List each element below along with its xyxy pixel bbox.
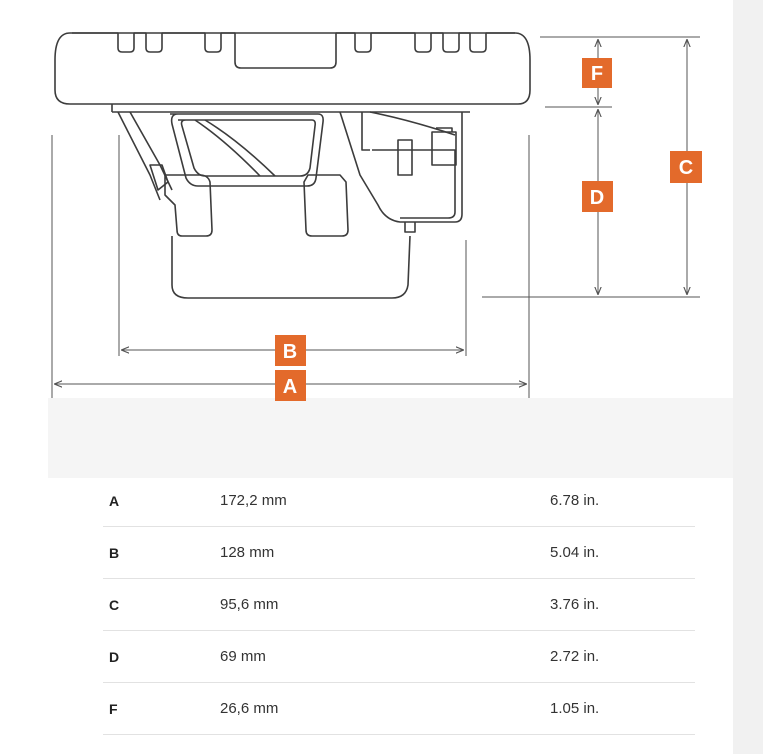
svg-text:C: C [678,157,694,179]
dimension-label: D [103,631,220,683]
svg-text:B: B [282,341,298,363]
dimension-inch: 6.78 in. [550,475,695,527]
dimension-inch: 2.72 in. [550,631,695,683]
dimension-mm: 128 mm [220,527,550,579]
dimension-mm: 95,6 mm [220,579,550,631]
dimension-mm: 69 mm [220,631,550,683]
svg-text:F: F [590,63,604,85]
dimension-inch: 5.04 in. [550,527,695,579]
table-row [103,579,695,631]
extension-lines [52,37,700,398]
svg-text:D: D [589,187,605,209]
label-badge-f [582,58,612,88]
dimension-mm: 172,2 mm [220,475,550,527]
dimension-inch: 1.05 in. [550,683,695,735]
table-row [103,631,695,683]
dimension-label: F [103,683,220,735]
label-badge-d [582,181,613,212]
table-row [103,527,695,579]
svg-text:A: A [282,376,298,398]
dimension-label: A [103,475,220,527]
speaker-outline [55,33,530,298]
label-badge-a [275,370,306,401]
label-badge-c [670,151,702,183]
dimensions-table [103,475,695,735]
label-badge-b [275,335,306,366]
dimension-mm: 26,6 mm [220,683,550,735]
dimension-label: C [103,579,220,631]
dimension-inch: 3.76 in. [550,579,695,631]
dimension-label: B [103,527,220,579]
table-row [103,475,695,527]
table-row [103,683,695,735]
